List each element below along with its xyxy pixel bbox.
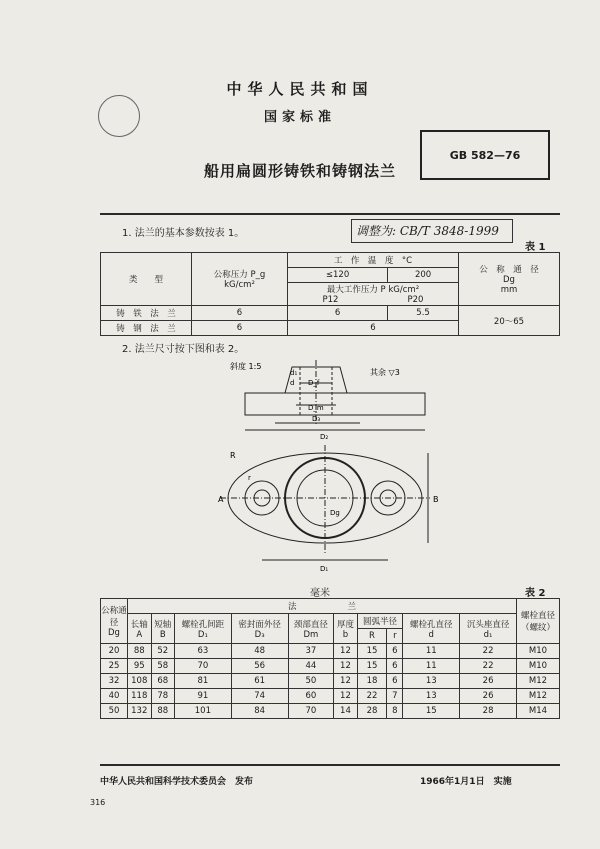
bottom-rule xyxy=(100,764,560,766)
fig-label-dm: D_m xyxy=(308,404,324,412)
table1-label: 表 1 xyxy=(525,242,546,253)
t2-header-bolt-pitch: 螺栓孔间距 D₁ xyxy=(175,614,232,644)
footer-date: 1966年1月1日 实施 xyxy=(420,777,512,787)
t2-header-bolt-hole: 螺栓孔直径 d xyxy=(403,614,460,644)
table1 xyxy=(100,252,560,336)
t1-header-type: 类 型 xyxy=(101,253,192,306)
t2-header-r: r xyxy=(387,629,403,644)
t2-header-arc: 圆弧半径 xyxy=(357,614,403,629)
t1-max-pressure xyxy=(288,283,459,306)
document-title: 船用扁圆形铸铁和铸钢法兰 xyxy=(203,162,396,180)
t1-dn-sym: Dg xyxy=(503,275,515,285)
t1-pressure-unit: kG/cm² xyxy=(224,280,255,290)
t1-header-dn xyxy=(459,253,560,306)
fig-label-dg: Dg xyxy=(330,509,340,517)
unit-label: 毫米 xyxy=(310,588,330,599)
t2-header-neck-d: 颈部直径 Dm xyxy=(288,614,334,644)
country-header: 中华人民共和国 xyxy=(226,80,374,98)
t1-max-pressure-label: 最大工作压力 P kG/cm² xyxy=(326,285,420,295)
t2-header-counter: 沉头座直径 d₁ xyxy=(460,614,517,644)
fig-label-d1-pitch: D₁ xyxy=(320,565,329,573)
t2-header-length: 长轴 A xyxy=(128,614,152,644)
fig-label-b: B xyxy=(433,495,439,504)
fig-label-d2: D₂ xyxy=(320,433,329,441)
table-row: 50 132 88 101 84 70 14 28 8 15 28 M14 xyxy=(101,704,560,719)
table-row: 32 108 68 81 61 50 12 18 6 13 26 M12 xyxy=(101,674,560,689)
t2-header-thick: 厚度 b xyxy=(334,614,358,644)
t2-dn-label: 公称通径 xyxy=(101,606,127,628)
t1-header-temp: 工 作 温 度 °C xyxy=(288,253,459,268)
fig-label-r-small: r xyxy=(248,474,251,482)
fig-label-d: d xyxy=(290,379,295,387)
footer-issuer: 中华人民共和国科学技术委员会 发布 xyxy=(100,777,254,787)
flange-plate-section xyxy=(245,393,425,415)
fig-label-r-big: R xyxy=(230,451,236,460)
page-number: 316 xyxy=(90,798,106,807)
t1-dn-unit: mm xyxy=(500,285,518,295)
t1-header-pressure xyxy=(192,253,288,306)
t1-row-type: 铸 钢 法 兰 xyxy=(101,321,192,336)
standard-type: 国家标准 xyxy=(263,110,336,125)
t1-dn-range: 20～65 xyxy=(459,306,560,336)
fig-label-df: D_f xyxy=(308,379,320,387)
t1-dn-label: 公 称 通 径 xyxy=(479,265,539,275)
t2-header-R: R xyxy=(357,629,387,644)
t2-dn-sym: Dg xyxy=(108,628,120,638)
fig-label-d1: d₁ xyxy=(290,369,298,377)
table-row: 20 88 52 63 48 37 12 15 6 11 22 M10 xyxy=(101,644,560,659)
table-row: 25 95 58 70 56 44 12 15 6 11 22 M10 xyxy=(101,659,560,674)
t1-temp-low: ≤120 xyxy=(288,268,388,283)
fig-label-d3: D₃ xyxy=(312,415,321,423)
t2-header-flange: 法 兰 xyxy=(128,599,517,614)
table2-label: 表 2 xyxy=(525,588,546,599)
table-row: 40 118 78 91 74 60 12 22 7 13 26 M12 xyxy=(101,689,560,704)
top-rule xyxy=(100,213,560,215)
fig-slope: 斜度 1:5 xyxy=(230,362,262,371)
fig-rest: 其余 ▽3 xyxy=(370,368,400,377)
section1-text: 1. 法兰的基本参数按表 1。 xyxy=(122,228,245,239)
t1-temp-high: 200 xyxy=(388,268,459,283)
t2-header-short: 短轴 B xyxy=(151,614,175,644)
t1-row-type: 铸 铁 法 兰 xyxy=(101,306,192,321)
t1-p20: P20 xyxy=(407,295,424,305)
handwritten-note: 调整为: CB/T 3848-1999 xyxy=(351,219,513,243)
standard-number: GB 582—76 xyxy=(449,148,521,162)
t1-row-p20: 5.5 xyxy=(388,306,459,321)
t2-header-seal-od: 密封面外径 D₃ xyxy=(231,614,288,644)
t1-row-p12: 6 xyxy=(288,306,388,321)
t1-row-p-merged: 6 xyxy=(288,321,459,336)
t1-pressure-label: 公称压力 P_g xyxy=(213,270,266,280)
flange-drawing xyxy=(200,355,450,580)
t1-row-pg: 6 xyxy=(192,306,288,321)
t2-header-bolt: 螺栓直径（螺纹） xyxy=(517,599,560,644)
t1-row-pg: 6 xyxy=(192,321,288,336)
fig-label-a: A xyxy=(218,495,224,504)
section2-text: 2. 法兰尺寸按下图和表 2。 xyxy=(122,344,245,355)
t1-p12: P12 xyxy=(322,295,339,305)
table2 xyxy=(100,598,560,719)
t2-header-dn xyxy=(101,599,128,644)
